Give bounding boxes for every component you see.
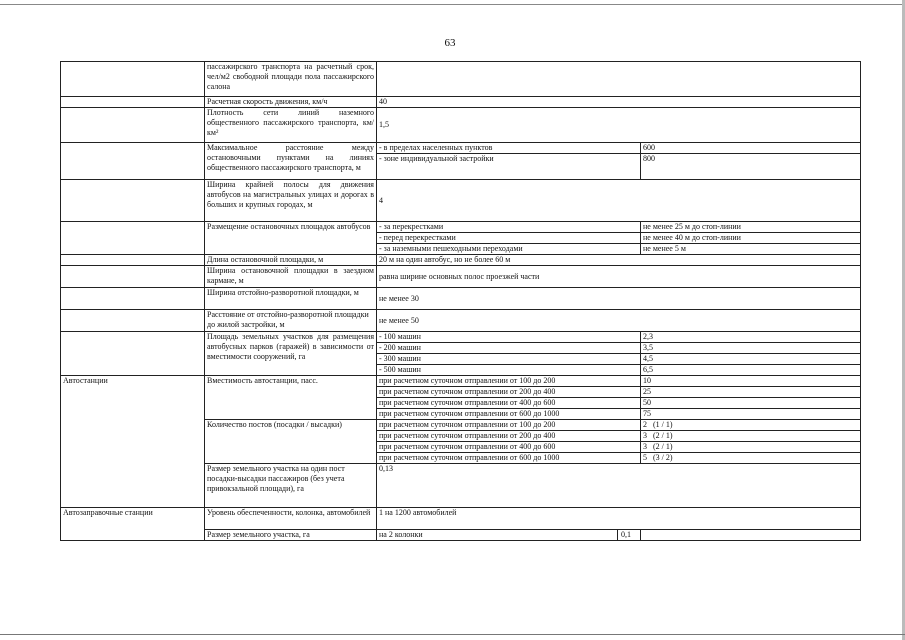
object-cell — [61, 143, 205, 180]
object-cell — [61, 255, 205, 266]
param-cell: Уровень обеспеченности, колонка, автомобилей — [205, 508, 377, 530]
object-cell — [61, 180, 205, 222]
condition-cell: - 500 машин — [377, 365, 641, 376]
scan-top-line — [0, 4, 905, 5]
object-cell — [61, 222, 205, 255]
condition-text: на 2 колонки — [379, 530, 423, 539]
value-cell: не менее 30 — [377, 288, 861, 310]
table-row — [61, 332, 861, 343]
param-cell: Ширина крайней полосы для движения автобусов на магистральных улицах и дорогах в больших и крупных городах, м — [205, 180, 377, 222]
object-cell — [61, 266, 205, 288]
object-cell — [61, 332, 205, 376]
param-cell: Размер земельного участка на один пост посадки-высадки пассажиров (без учета привокзальной площади), га — [205, 464, 377, 508]
value-text: 0,1 — [617, 530, 640, 540]
condition-cell: при расчетном суточном отправлении от 400 до 600 — [377, 442, 641, 453]
value-cell — [377, 62, 861, 97]
object-cell — [61, 97, 205, 108]
value-cell: не менее 5 м — [641, 244, 861, 255]
table-row — [61, 62, 861, 97]
value-cell: не менее 50 — [377, 310, 861, 332]
condition-cell: - зоне индивидуальной застройки — [377, 154, 641, 180]
param-cell: Расчетная скорость движения, км/ч — [205, 97, 377, 108]
value-cell: 2 (1 / 1) — [641, 420, 861, 431]
value-cell: 10 — [641, 376, 861, 387]
object-cell: Автостанции — [61, 376, 205, 508]
condition-cell: - перед перекрестками — [377, 233, 641, 244]
param-cell: Ширина остановочной площадки в заездном кармане, м — [205, 266, 377, 288]
param-cell: Плотность сети линий наземного общественного пассажирского транспорта, км/км² — [205, 108, 377, 143]
param-cell: Длина остановочной площадки, м — [205, 255, 377, 266]
value-cell: 3 (2 / 1) — [641, 431, 861, 442]
value-cell: 1,5 — [377, 108, 861, 143]
table-row — [61, 376, 861, 387]
value-cell: 75 — [641, 409, 861, 420]
param-cell: Площадь земельных участков для размещения автобусных парков (гаражей) в зависимости от вместимости сооружений, га — [205, 332, 377, 376]
value-cell: 3,5 — [641, 343, 861, 354]
table-row — [61, 255, 861, 266]
value-cell: 600 — [641, 143, 861, 154]
value-cell: не менее 40 м до стоп-линии — [641, 233, 861, 244]
table-row — [61, 310, 861, 332]
table-row — [61, 508, 861, 530]
value-cell: 6,5 — [641, 365, 861, 376]
condition-cell: - за наземными пешеходными переходами — [377, 244, 641, 255]
object-cell — [61, 108, 205, 143]
param-cell: Размещение остановочных площадок автобусов — [205, 222, 377, 255]
table-row — [61, 180, 861, 222]
condition-cell: при расчетном суточном отправлении от 100 до 200 — [377, 376, 641, 387]
table-row — [61, 143, 861, 154]
norms-table — [60, 61, 861, 541]
value-cell: 50 — [641, 398, 861, 409]
condition-cell: - в пределах населенных пунктов — [377, 143, 641, 154]
condition-cell: при расчетном суточном отправлении от 600 до 1000 — [377, 453, 641, 464]
condition-cell: при расчетном суточном отправлении от 400 до 600 — [377, 398, 641, 409]
object-cell — [61, 310, 205, 332]
value-cell: 2,3 — [641, 332, 861, 343]
condition-cell: при расчетном суточном отправлении от 100 до 200 — [377, 420, 641, 431]
param-cell: Вместимость автостанции, пасс. — [205, 376, 377, 420]
param-cell: Размер земельного участка, га — [205, 530, 377, 541]
condition-cell: при расчетном суточном отправлении от 200 до 400 — [377, 431, 641, 442]
object-cell: Автозаправочные станции — [61, 508, 205, 541]
value-cell: 4,5 — [641, 354, 861, 365]
value-cell: 800 — [641, 154, 861, 180]
condition-cell — [377, 530, 641, 541]
param-cell: Количество постов (посадки / высадки) — [205, 420, 377, 464]
value-cell — [641, 530, 861, 541]
value-cell: не менее 25 м до стоп-линии — [641, 222, 861, 233]
table-row — [61, 266, 861, 288]
value-cell: 3 (2 / 1) — [641, 442, 861, 453]
condition-cell: при расчетном суточном отправлении от 200 до 400 — [377, 387, 641, 398]
condition-cell: - 300 машин — [377, 354, 641, 365]
param-cell: Ширина отстойно-разворотной площадки, м — [205, 288, 377, 310]
object-cell — [61, 288, 205, 310]
table-row — [61, 97, 861, 108]
condition-cell: - за перекрестками — [377, 222, 641, 233]
value-cell: 25 — [641, 387, 861, 398]
page-number: 63 — [444, 37, 456, 49]
value-cell: 0,13 — [377, 464, 861, 508]
table-row — [61, 288, 861, 310]
value-cell: 5 (3 / 2) — [641, 453, 861, 464]
condition-cell: - 100 машин — [377, 332, 641, 343]
param-cell: Максимальное расстояние между остановочными пунктами на линиях общественного пассажирского транспорта, м — [205, 143, 377, 180]
param-cell: пассажирского транспорта на расчетный срок, чел/м2 свободной площади пола пассажирского салона — [205, 62, 377, 97]
condition-cell: - 200 машин — [377, 343, 641, 354]
value-cell: 4 — [377, 180, 861, 222]
object-cell — [61, 62, 205, 97]
table-row — [61, 108, 861, 143]
value-cell: 20 м на один автобус, но не более 60 м — [377, 255, 861, 266]
value-cell: 1 на 1200 автомобилей — [377, 508, 861, 530]
table-row — [61, 222, 861, 233]
value-cell: 40 — [377, 97, 861, 108]
scan-bottom-line — [0, 634, 905, 635]
value-cell: равна ширине основных полос проезжей части — [377, 266, 861, 288]
condition-cell: при расчетном суточном отправлении от 600 до 1000 — [377, 409, 641, 420]
param-cell: Расстояние от отстойно-разворотной площадки до жилой застройки, м — [205, 310, 377, 332]
